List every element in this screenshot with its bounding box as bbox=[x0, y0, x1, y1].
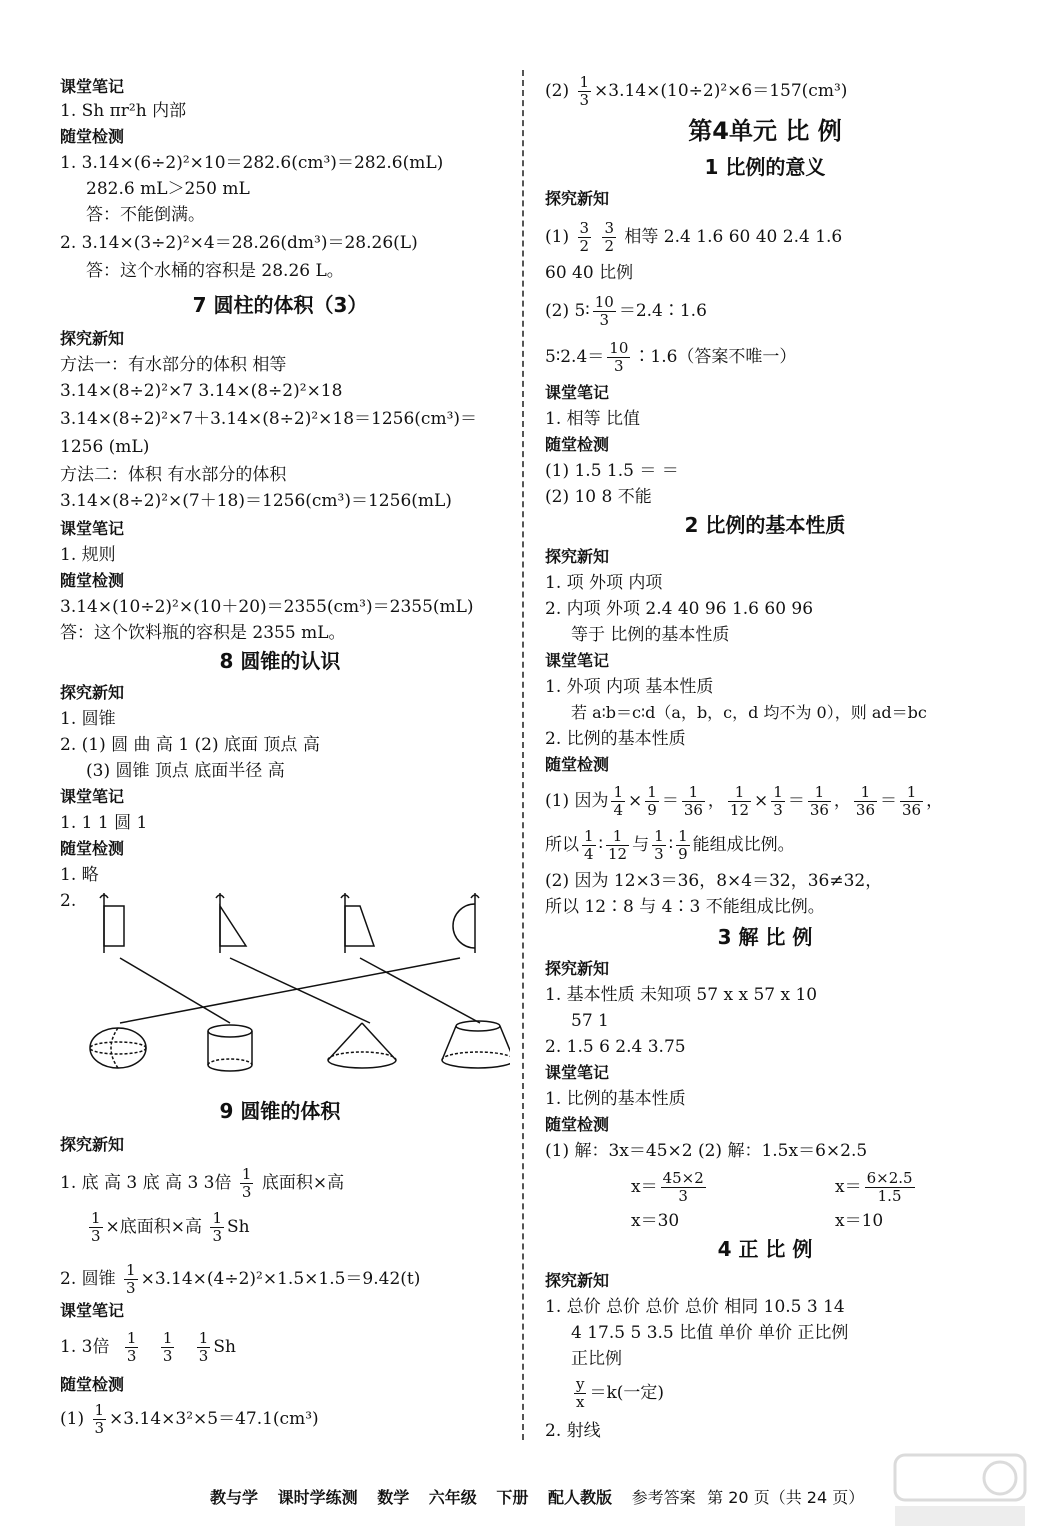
fraction: $\frac{1}{9}$ bbox=[647, 783, 657, 819]
section-label: 探究新知 bbox=[60, 683, 125, 702]
section-label: 随堂检测 bbox=[60, 571, 125, 590]
answer-line: 答：这个饮料瓶的容积是 2355 mL。 bbox=[60, 623, 346, 643]
lesson-title: 7 圆柱的体积（3） bbox=[192, 293, 368, 317]
answer-text: 1. 3倍 bbox=[60, 1337, 110, 1357]
page-number: 第 20 页（共 24 页） bbox=[707, 1488, 865, 1507]
answer-text: Sh bbox=[227, 1217, 250, 1237]
watermark-logo bbox=[890, 1450, 1030, 1530]
section-label: 探究新知 bbox=[60, 329, 125, 348]
fraction: $\frac{1}{36}$ bbox=[683, 783, 703, 819]
answer-text: ∶1.6（答案不唯一） bbox=[633, 347, 797, 367]
semicircle-shape bbox=[453, 904, 475, 948]
section-label: 课堂笔记 bbox=[60, 77, 125, 96]
answer-line bbox=[86, 1210, 250, 1245]
answer-text: (1) bbox=[60, 1409, 85, 1429]
answer-line: 2. bbox=[60, 891, 77, 911]
answer-line: 方法二：体积 有水部分的体积 bbox=[60, 465, 287, 485]
answer-text: (2) bbox=[545, 81, 570, 101]
fraction: $\frac{1}{4}$ bbox=[613, 783, 624, 819]
fraction: $\frac{1}{9}$ bbox=[678, 827, 688, 863]
fraction: $\frac{1}{3}$ bbox=[241, 1165, 252, 1201]
answer-line: x＝30 bbox=[631, 1211, 680, 1231]
fraction: $\frac{3}{2}$ bbox=[579, 219, 590, 255]
page-footer bbox=[210, 1485, 878, 1508]
answer-line: 4 17.5 5 3.5 比值 单价 单价 正比例 bbox=[571, 1323, 849, 1343]
answer-line: 若 a∶b＝c∶d（a，b，c，d 均不为 0），则 ad＝bc bbox=[571, 703, 927, 722]
section-label: 随堂检测 bbox=[545, 755, 610, 774]
answer-line: 3.14×(8÷2)²×(7＋18)＝1256(cm³)＝1256(mL) bbox=[60, 491, 452, 511]
answer-text: (1) 因为 bbox=[545, 791, 609, 811]
answer-text: Sh bbox=[213, 1337, 236, 1357]
answer-line bbox=[835, 1170, 918, 1205]
section-label: 随堂检测 bbox=[545, 435, 610, 454]
answer-line bbox=[545, 74, 847, 109]
matching-line bbox=[360, 958, 480, 1023]
section-label: 课堂笔记 bbox=[60, 787, 125, 806]
column-divider bbox=[522, 70, 524, 1440]
answer-line: 所以 $\frac{1}{4}$ ∶ $\frac{1}{12}$ 与 $\frac{1}{3}$ ∶ $\frac{1}{9}$ 能组成比例。 bbox=[545, 827, 795, 863]
fraction: $\frac{1}{3}$ bbox=[198, 1329, 209, 1365]
cone-base bbox=[328, 1060, 396, 1068]
answer-line: (3) 圆锥 顶点 底面半径 高 bbox=[86, 761, 285, 781]
section-label: 随堂检测 bbox=[60, 127, 125, 146]
answer-text: 所以 bbox=[545, 835, 579, 855]
answer-line: 3.14×(10÷2)²×(10＋20)＝2355(cm³)＝2355(mL) bbox=[60, 597, 474, 617]
answer-line bbox=[545, 340, 796, 375]
fraction: $\frac{1}{3}$ bbox=[126, 1329, 137, 1365]
section-label: 探究新知 bbox=[545, 959, 610, 978]
answer-line: 60 40 比例 bbox=[545, 263, 634, 283]
answer-line: 1. 项 外项 内项 bbox=[545, 573, 663, 593]
answer-line: 2. 内项 外项 2.4 40 96 1.6 60 96 bbox=[545, 599, 814, 619]
answer-text: (1) bbox=[545, 227, 570, 247]
answer-line: 1. Sh πr²h 内部 bbox=[60, 101, 187, 121]
fraction: $\frac{1}{3}$ bbox=[126, 1261, 136, 1297]
answer-line: 2. 比例的基本性质 bbox=[545, 729, 686, 749]
answer-text: ＝k(一定) bbox=[589, 1383, 665, 1403]
answer-line: 2. (1) 圆 曲 高 1 (2) 底面 顶点 高 bbox=[60, 735, 320, 755]
matching-line bbox=[230, 958, 370, 1023]
answer-line: (1) 因为 $\frac{1}{4}$ × $\frac{1}{9}$ ＝ $\frac{1}{36}$ ， $\frac{1}{12}$ × $\frac{1}{3}$ ＝ $\frac{1}{36}$ ， $\frac{1}{36}$ ＝ $\frac{1}{36}$ ， bbox=[545, 783, 944, 819]
section-label: 课堂笔记 bbox=[545, 651, 610, 670]
answer-line: 3.14×(8÷2)²×7＋3.14×(8÷2)²×18＝1256(cm³)＝ bbox=[60, 409, 478, 429]
answer-text: 底面积×高 bbox=[261, 1173, 345, 1193]
fraction: $\frac{3}{2}$ bbox=[604, 219, 614, 255]
cylinder-bottom-hidden bbox=[208, 1059, 252, 1065]
section-label: 课堂笔记 bbox=[60, 519, 125, 538]
fraction: $\frac{1}{3}$ bbox=[94, 1401, 105, 1437]
section-label: 随堂检测 bbox=[545, 1115, 610, 1134]
answer-text: 2. 圆锥 bbox=[60, 1269, 116, 1289]
answer-text: 与 bbox=[632, 835, 650, 855]
answer-text: x＝ bbox=[835, 1177, 862, 1197]
answer-line bbox=[60, 1402, 319, 1437]
answer-line: 1. 1 1 圆 1 bbox=[60, 813, 148, 833]
answer-line: 等于 比例的基本性质 bbox=[571, 625, 730, 645]
rotation-matching-figure bbox=[80, 888, 510, 1088]
footer-text: 下册 bbox=[496, 1488, 529, 1507]
fraction: $\frac{1}{4}$ bbox=[584, 827, 594, 863]
answer-line: (1) 解：3x＝45×2 (2) 解：1.5x＝6×2.5 bbox=[545, 1141, 868, 1161]
answer-line: 1. 圆锥 bbox=[60, 709, 116, 729]
cylinder-bottom bbox=[208, 1065, 252, 1071]
answer-line: 2. 射线 bbox=[545, 1421, 601, 1441]
answer-line: 1. 外项 内项 基本性质 bbox=[545, 677, 714, 697]
lesson-title: 9 圆锥的体积 bbox=[219, 1099, 341, 1123]
answer-text: 相等 2.4 1.6 60 40 2.4 1.6 bbox=[624, 227, 843, 247]
answer-line: 所以 12∶8 与 4∶3 不能组成比例。 bbox=[545, 897, 825, 917]
answer-text: 1. 底 高 3 底 高 3 3倍 bbox=[60, 1173, 232, 1193]
unit-title: 第4单元 比 例 bbox=[688, 117, 842, 145]
fraction: $\frac{1}{36}$ bbox=[902, 783, 922, 819]
rectangle-shape bbox=[104, 906, 124, 946]
answer-text: 能组成比例。 bbox=[692, 835, 795, 855]
fraction: $\frac{1}{36}$ bbox=[809, 783, 829, 819]
trapezoid-shape bbox=[345, 906, 374, 946]
fraction: $\frac{6\times 2.5}{1.5}$ bbox=[866, 1169, 913, 1205]
answer-text: 5∶2.4＝ bbox=[545, 347, 605, 367]
answer-line: 1. 规则 bbox=[60, 545, 116, 565]
fraction: $\frac{1}{12}$ bbox=[607, 827, 628, 863]
answer-text: ×3.14×(4÷2)²×1.5×1.5＝9.42(t) bbox=[140, 1269, 421, 1289]
fraction: $\frac{1}{3}$ bbox=[579, 73, 590, 109]
section-label: 探究新知 bbox=[60, 1135, 125, 1154]
footer-text: 参考答案 bbox=[631, 1488, 696, 1507]
answer-line: (2) 10 8 不能 bbox=[545, 487, 652, 507]
fraction: $\frac{45\times 2}{3}$ bbox=[662, 1169, 704, 1205]
answer-line: 57 1 bbox=[571, 1011, 609, 1031]
section-label: 课堂笔记 bbox=[545, 383, 610, 402]
lesson-title: 4 正 比 例 bbox=[717, 1237, 813, 1261]
answer-line bbox=[571, 1376, 664, 1411]
fraction: $\frac{1}{12}$ bbox=[729, 783, 750, 819]
lesson-title: 2 比例的基本性质 bbox=[684, 513, 846, 537]
section-label: 探究新知 bbox=[545, 189, 610, 208]
answer-text: x＝ bbox=[631, 1177, 658, 1197]
fraction: $\frac{1}{36}$ bbox=[855, 783, 875, 819]
answer-line: 答：这个水桶的容积是 28.26 L。 bbox=[86, 261, 344, 281]
frustum-bottom-hidden bbox=[442, 1052, 510, 1060]
answer-line: 1. 3.14×(6÷2)²×10＝282.6(cm³)＝282.6(mL) bbox=[60, 153, 444, 173]
answer-line: 1. 略 bbox=[60, 865, 99, 885]
footer-text: 六年级 bbox=[428, 1488, 477, 1507]
answer-line: 答：不能倒满。 bbox=[86, 205, 205, 225]
answer-text: (2) 5∶ bbox=[545, 301, 590, 321]
answer-text: ×3.14×(10÷2)²×6＝157(cm³) bbox=[594, 81, 848, 101]
answer-line bbox=[60, 1330, 236, 1365]
answer-line: 2. 1.5 6 2.4 3.75 bbox=[545, 1037, 686, 1057]
fraction: $\frac{10}{3}$ bbox=[594, 293, 614, 329]
fraction: $\frac{y}{x}$ bbox=[576, 1375, 585, 1411]
fraction: $\frac{10}{3}$ bbox=[609, 339, 629, 375]
section-label: 随堂检测 bbox=[60, 839, 125, 858]
section-label: 探究新知 bbox=[545, 1271, 610, 1290]
cone-base-hidden bbox=[328, 1052, 396, 1060]
footer-text: 教与学 bbox=[210, 1488, 259, 1507]
footer-text: 数学 bbox=[377, 1488, 410, 1507]
answer-line: (1) 1.5 1.5 ＝ ＝ bbox=[545, 461, 679, 481]
footer-text: 课时学练测 bbox=[277, 1488, 358, 1507]
answer-line: 1. 比例的基本性质 bbox=[545, 1089, 686, 1109]
answer-line bbox=[545, 294, 707, 329]
lesson-title: 3 解 比 例 bbox=[717, 925, 813, 949]
fraction: $\frac{1}{3}$ bbox=[773, 783, 783, 819]
sphere-solid bbox=[90, 1028, 146, 1068]
fraction: $\frac{1}{3}$ bbox=[162, 1329, 173, 1365]
fraction: $\frac{1}{3}$ bbox=[91, 1209, 101, 1245]
answer-line bbox=[60, 1166, 344, 1201]
matching-line bbox=[120, 958, 460, 1023]
answer-text: ×底面积×高 bbox=[105, 1217, 203, 1237]
answer-line: 282.6 mL＞250 mL bbox=[86, 179, 250, 199]
footer-text: 配人教版 bbox=[547, 1488, 612, 1507]
answer-line bbox=[60, 1262, 420, 1297]
section-label: 随堂检测 bbox=[60, 1375, 125, 1394]
answer-line: 2. 3.14×(3÷2)²×4＝28.26(dm³)＝28.26(L) bbox=[60, 233, 418, 253]
answer-line: x＝10 bbox=[835, 1211, 884, 1231]
answer-line: 方法一：有水部分的体积 相等 bbox=[60, 355, 287, 375]
answer-text: ＝2.4∶1.6 bbox=[618, 301, 707, 321]
answer-line bbox=[631, 1170, 709, 1205]
answer-line: 3.14×(8÷2)²×7 3.14×(8÷2)²×18 bbox=[60, 381, 343, 401]
cylinder-top bbox=[208, 1025, 252, 1037]
lesson-title: 8 圆锥的认识 bbox=[219, 649, 341, 673]
answer-line: (2) 因为 12×3＝36，8×4＝32，36≠32， bbox=[545, 871, 883, 891]
lesson-title: 1 比例的意义 bbox=[704, 155, 826, 179]
answer-line: 1. 总价 总价 总价 总价 相同 10.5 3 14 bbox=[545, 1297, 845, 1317]
matching-line bbox=[120, 958, 230, 1023]
answer-line: 1. 基本性质 未知项 57 x x 57 x 10 bbox=[545, 985, 818, 1005]
answer-text: ×3.14×3²×5＝47.1(cm³) bbox=[109, 1409, 319, 1429]
section-label: 课堂笔记 bbox=[60, 1301, 125, 1320]
answer-line bbox=[545, 220, 842, 255]
section-label: 探究新知 bbox=[545, 547, 610, 566]
fraction: $\frac{1}{3}$ bbox=[212, 1209, 222, 1245]
answer-line: 1256 (mL) bbox=[60, 437, 150, 457]
sphere-meridian bbox=[111, 1028, 118, 1068]
section-label: 课堂笔记 bbox=[545, 1063, 610, 1082]
frustum-bottom bbox=[442, 1060, 510, 1068]
triangle-shape bbox=[220, 906, 246, 946]
fraction: $\frac{1}{3}$ bbox=[654, 827, 664, 863]
answer-line: 1. 相等 比值 bbox=[545, 409, 641, 429]
sphere-equator bbox=[90, 1042, 146, 1054]
answer-line: 正比例 bbox=[571, 1349, 622, 1369]
